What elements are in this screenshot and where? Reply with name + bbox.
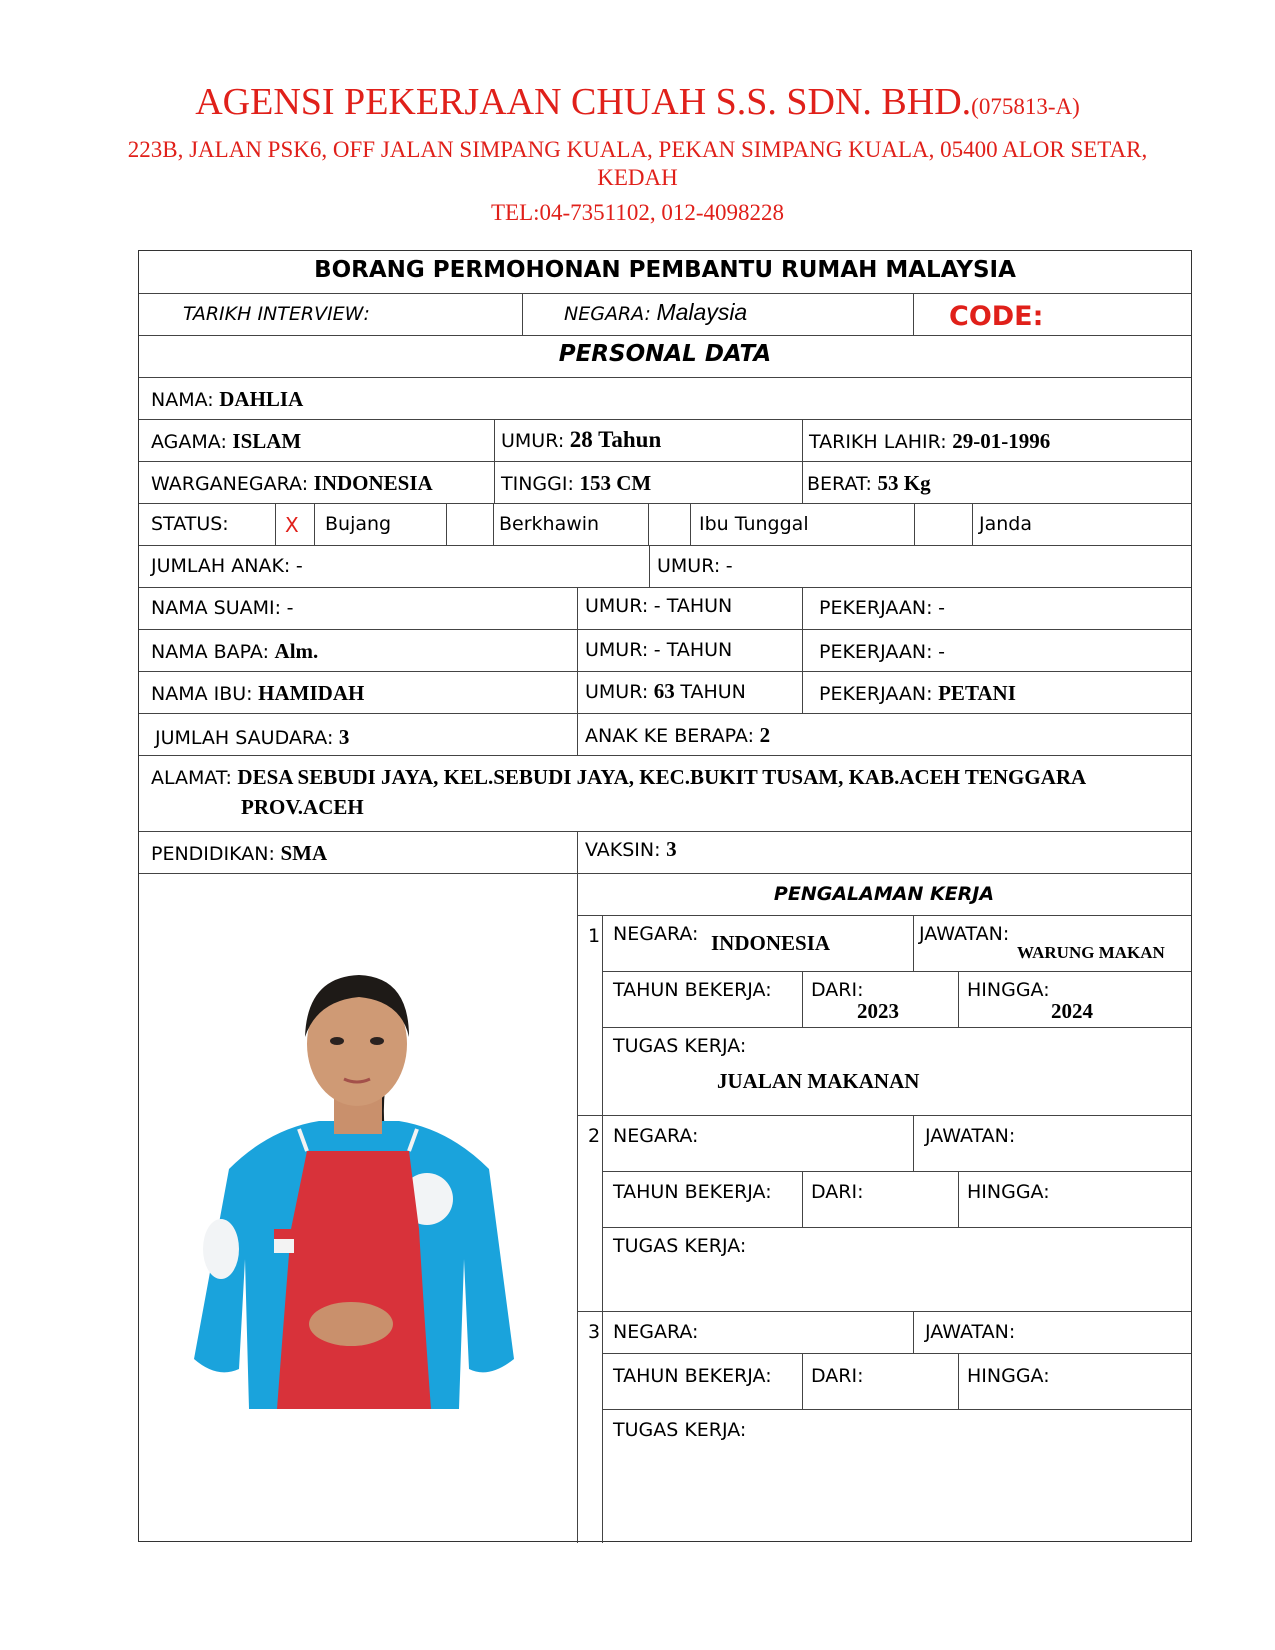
jumlah-saudara-label: JUMLAH SAUDARA: [155, 727, 334, 749]
nama-field [151, 387, 303, 412]
nama-bapa-value: Alm. [274, 639, 319, 663]
pendidikan-value: SMA [280, 841, 328, 865]
exp3-hingga-label: HINGGA: [967, 1365, 1050, 1387]
experience-heading: PENGALAMAN KERJA [773, 883, 995, 905]
tarikh-lahir-value: 29-01-1996 [952, 429, 1051, 453]
nama-ibu-label: NAMA IBU: [151, 683, 253, 705]
nama-suami-field [151, 597, 293, 620]
umur-ibu-field [585, 679, 746, 704]
candidate-photo [169, 929, 539, 1409]
exp1-jawatan-label: JAWATAN: [919, 923, 1010, 945]
umur-ibu-unit: TAHUN [680, 681, 746, 703]
umur-suami-value: - TAHUN [653, 595, 733, 617]
exp1-dari-label: DARI: [811, 979, 864, 1001]
exp1-negara-value: INDONESIA [711, 931, 831, 955]
jumlah-saudara-field [155, 725, 349, 750]
negara-label: NEGARA: [564, 303, 651, 325]
alamat-field [151, 765, 1086, 790]
berat-value: 53 Kg [877, 471, 931, 495]
nama-suami-value: - [286, 597, 294, 619]
personal-data-heading: PERSONAL DATA [558, 341, 772, 367]
tarikh-lahir-field [809, 429, 1050, 454]
exp2-jawatan-label: JAWATAN: [925, 1125, 1016, 1147]
tarikh-interview-label: TARIKH INTERVIEW: [183, 303, 370, 325]
exp1-negara-label: NEGARA: [613, 923, 699, 945]
nama-bapa-field [151, 639, 318, 664]
umur-suami-label: UMUR: [585, 595, 649, 617]
pekerjaan-ibu-label: PEKERJAAN: [819, 683, 933, 705]
alamat-line1: DESA SEBUDI JAYA, KEL.SEBUDI JAYA, KEC.BUKIT TUSAM, KAB.ACEH TENGGARA [237, 765, 1087, 789]
umur-ibu-value: 63 [653, 679, 675, 703]
warganegara-value: INDONESIA [313, 471, 433, 495]
nama-ibu-field [151, 681, 364, 706]
anak-ke-label: ANAK KE BERAPA: [585, 725, 754, 747]
tinggi-value: 153 CM [579, 471, 652, 495]
exp2-dari-label: DARI: [811, 1181, 864, 1203]
vaksin-label: VAKSIN: [585, 839, 661, 861]
agama-field [151, 429, 301, 454]
application-form [138, 250, 1192, 1542]
warganegara-field [151, 471, 433, 496]
nama-ibu-value: HAMIDAH [258, 681, 365, 705]
pekerjaan-ibu-field [819, 681, 1016, 706]
exp1-hingga-value: 2024 [1051, 999, 1093, 1023]
warganegara-label: WARGANEGARA: [151, 473, 309, 495]
code-label: CODE: [949, 301, 1044, 332]
umur-suami-field [585, 595, 732, 618]
pekerjaan-suami-label: PEKERJAAN: [819, 597, 933, 619]
umur-anak-label: UMUR: [657, 555, 721, 577]
exp2-tugas-label: TUGAS KERJA: [613, 1235, 747, 1257]
exp1-tugas-label: TUGAS KERJA: [613, 1035, 747, 1057]
umur-bapa-label: UMUR: [585, 639, 649, 661]
exp1-dari-value: 2023 [857, 999, 899, 1023]
pekerjaan-ibu-value: PETANI [938, 681, 1016, 705]
jumlah-anak-field [151, 555, 303, 578]
berat-label: BERAT: [807, 473, 872, 495]
alamat-label: ALAMAT: [151, 767, 232, 789]
agency-reg-no: (075813-A) [971, 94, 1080, 119]
nama-value: DAHLIA [219, 387, 304, 411]
umur-anak-field [657, 555, 733, 578]
agama-value: ISLAM [232, 429, 302, 453]
pendidikan-field [151, 841, 327, 866]
jumlah-anak-value: - [295, 555, 303, 577]
negara-field [564, 299, 747, 326]
berat-field [807, 471, 931, 496]
status-option-bujang: Bujang [325, 513, 392, 535]
tarikh-lahir-label: TARIKH LAHIR: [809, 431, 947, 453]
status-mark: X [285, 513, 299, 537]
anak-ke-field [585, 723, 770, 748]
umur-value: 28 Tahun [569, 427, 662, 452]
umur-anak-value: - [725, 555, 733, 577]
pendidikan-label: PENDIDIKAN: [151, 843, 275, 865]
alamat-line2: PROV.ACEH [241, 795, 364, 819]
agency-name-text: AGENSI PEKERJAAN CHUAH S.S. SDN. BHD. [195, 81, 972, 123]
umur-label: UMUR: [501, 430, 565, 452]
pekerjaan-suami-field [819, 597, 945, 620]
jumlah-anak-label: JUMLAH ANAK: [151, 555, 291, 577]
agama-label: AGAMA: [151, 431, 227, 453]
exp2-number: 2 [588, 1125, 601, 1147]
exp2-negara-label: NEGARA: [613, 1125, 699, 1147]
exp2-tahun-label: TAHUN BEKERJA: [613, 1181, 772, 1203]
exp3-tahun-label: TAHUN BEKERJA: [613, 1365, 772, 1387]
pekerjaan-bapa-label: PEKERJAAN: [819, 641, 933, 663]
nama-bapa-label: NAMA BAPA: [151, 641, 269, 663]
form-title: BORANG PERMOHONAN PEMBANTU RUMAH MALAYSIA [314, 257, 1016, 283]
pekerjaan-bapa-value: - [938, 641, 945, 663]
agency-tel: TEL:04-7351102, 012-4098228 [490, 200, 784, 225]
exp3-number: 3 [588, 1321, 601, 1343]
status-option-berkhawin: Berkhawin [499, 513, 600, 535]
nama-suami-label: NAMA SUAMI: [151, 597, 282, 619]
tinggi-label: TINGGI: [501, 473, 574, 495]
umur-ibu-label: UMUR: [585, 681, 649, 703]
vaksin-field [585, 837, 677, 862]
umur-bapa-field [585, 639, 732, 662]
agency-address: 223B, JALAN PSK6, OFF JALAN SIMPANG KUALA, PEKAN SIMPANG KUALA, 05400 ALOR SETAR, KEDAH [127, 137, 1148, 190]
tinggi-field [501, 471, 651, 496]
vaksin-value: 3 [666, 837, 677, 861]
status-option-ibu-tunggal: Ibu Tunggal [699, 513, 809, 535]
negara-value: Malaysia [656, 299, 748, 325]
exp3-negara-label: NEGARA: [613, 1321, 699, 1343]
exp3-dari-label: DARI: [811, 1365, 864, 1387]
exp1-tahun-label: TAHUN BEKERJA: [613, 979, 772, 1001]
umur-field [501, 427, 661, 453]
status-label: STATUS: [151, 513, 229, 535]
pekerjaan-suami-value: - [938, 597, 945, 619]
pekerjaan-bapa-field [819, 641, 945, 664]
exp1-jawatan-value: WARUNG MAKAN [1017, 943, 1165, 962]
exp1-tugas-value: JUALAN MAKANAN [717, 1069, 920, 1093]
exp2-hingga-label: HINGGA: [967, 1181, 1050, 1203]
status-option-janda: Janda [979, 513, 1032, 535]
jumlah-saudara-value: 3 [338, 725, 350, 749]
exp3-tugas-label: TUGAS KERJA: [613, 1419, 747, 1441]
umur-bapa-value: - TAHUN [653, 639, 733, 661]
anak-ke-value: 2 [759, 723, 771, 747]
exp3-jawatan-label: JAWATAN: [925, 1321, 1016, 1343]
exp1-hingga-label: HINGGA: [967, 979, 1050, 1001]
exp1-number: 1 [588, 925, 601, 947]
agency-name [0, 80, 1275, 124]
nama-label: NAMA: [151, 389, 214, 411]
